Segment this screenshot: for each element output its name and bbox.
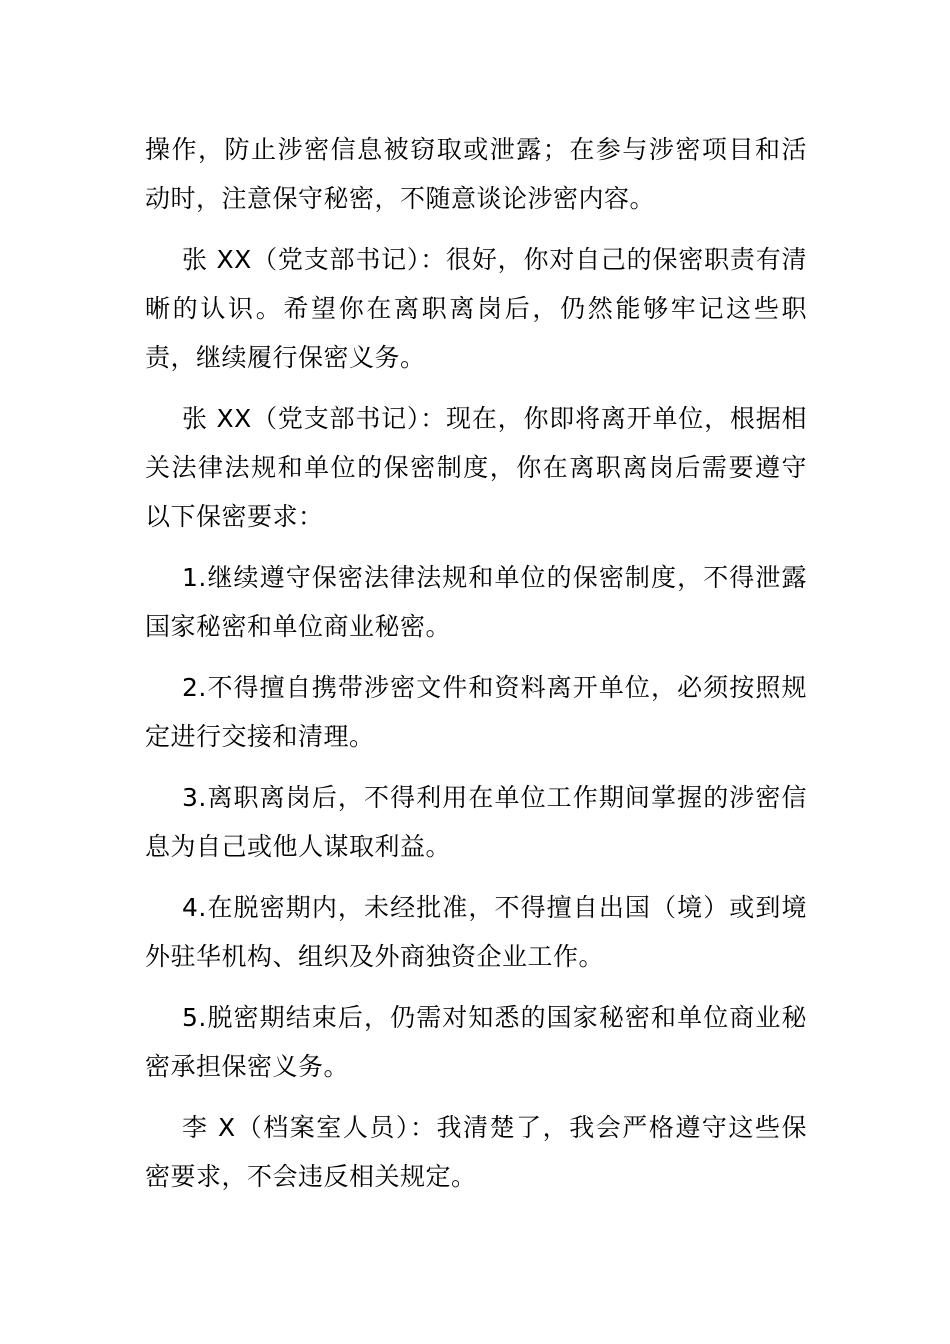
list-item-2: 2.不得擅自携带涉密文件和资料离开单位，必须按照规定进行交接和清理。 (145, 673, 807, 751)
paragraph-4: 李 X（档案室人员）：我清楚了，我会严格遵守这些保密要求，不会违反相关规定。 (145, 1113, 807, 1191)
paragraph-2: 张 XX（党支部书记）：很好，你对自己的保密职责有清晰的认识。希望你在离职离岗后，仍然能够牢记这些职责，继续履行保密义务。 (145, 245, 807, 372)
list-item-3: 3.离职离岗后，不得利用在单位工作期间掌握的涉密信息为自己或他人谋取利益。 (145, 783, 807, 861)
paragraph-1: 操作，防止涉密信息被窃取或泄露；在参与涉密项目和活动时，注意保守秘密，不随意谈论涉密内容。 (145, 135, 807, 213)
list-item-4: 4.在脱密期内，未经批准，不得擅自出国（境）或到境外驻华机构、组织及外商独资企业工作。 (145, 893, 807, 971)
paragraph-3: 张 XX（党支部书记）：现在，你即将离开单位，根据相关法律法规和单位的保密制度，你在离职离岗后需要遵守以下保密要求： (145, 404, 807, 531)
list-item-1: 1.继续遵守保密法律法规和单位的保密制度，不得泄露国家秘密和单位商业秘密。 (145, 563, 807, 641)
document-body (145, 125, 807, 1213)
list-item-5: 5.脱密期结束后，仍需对知悉的国家秘密和单位商业秘密承担保密义务。 (145, 1003, 807, 1081)
